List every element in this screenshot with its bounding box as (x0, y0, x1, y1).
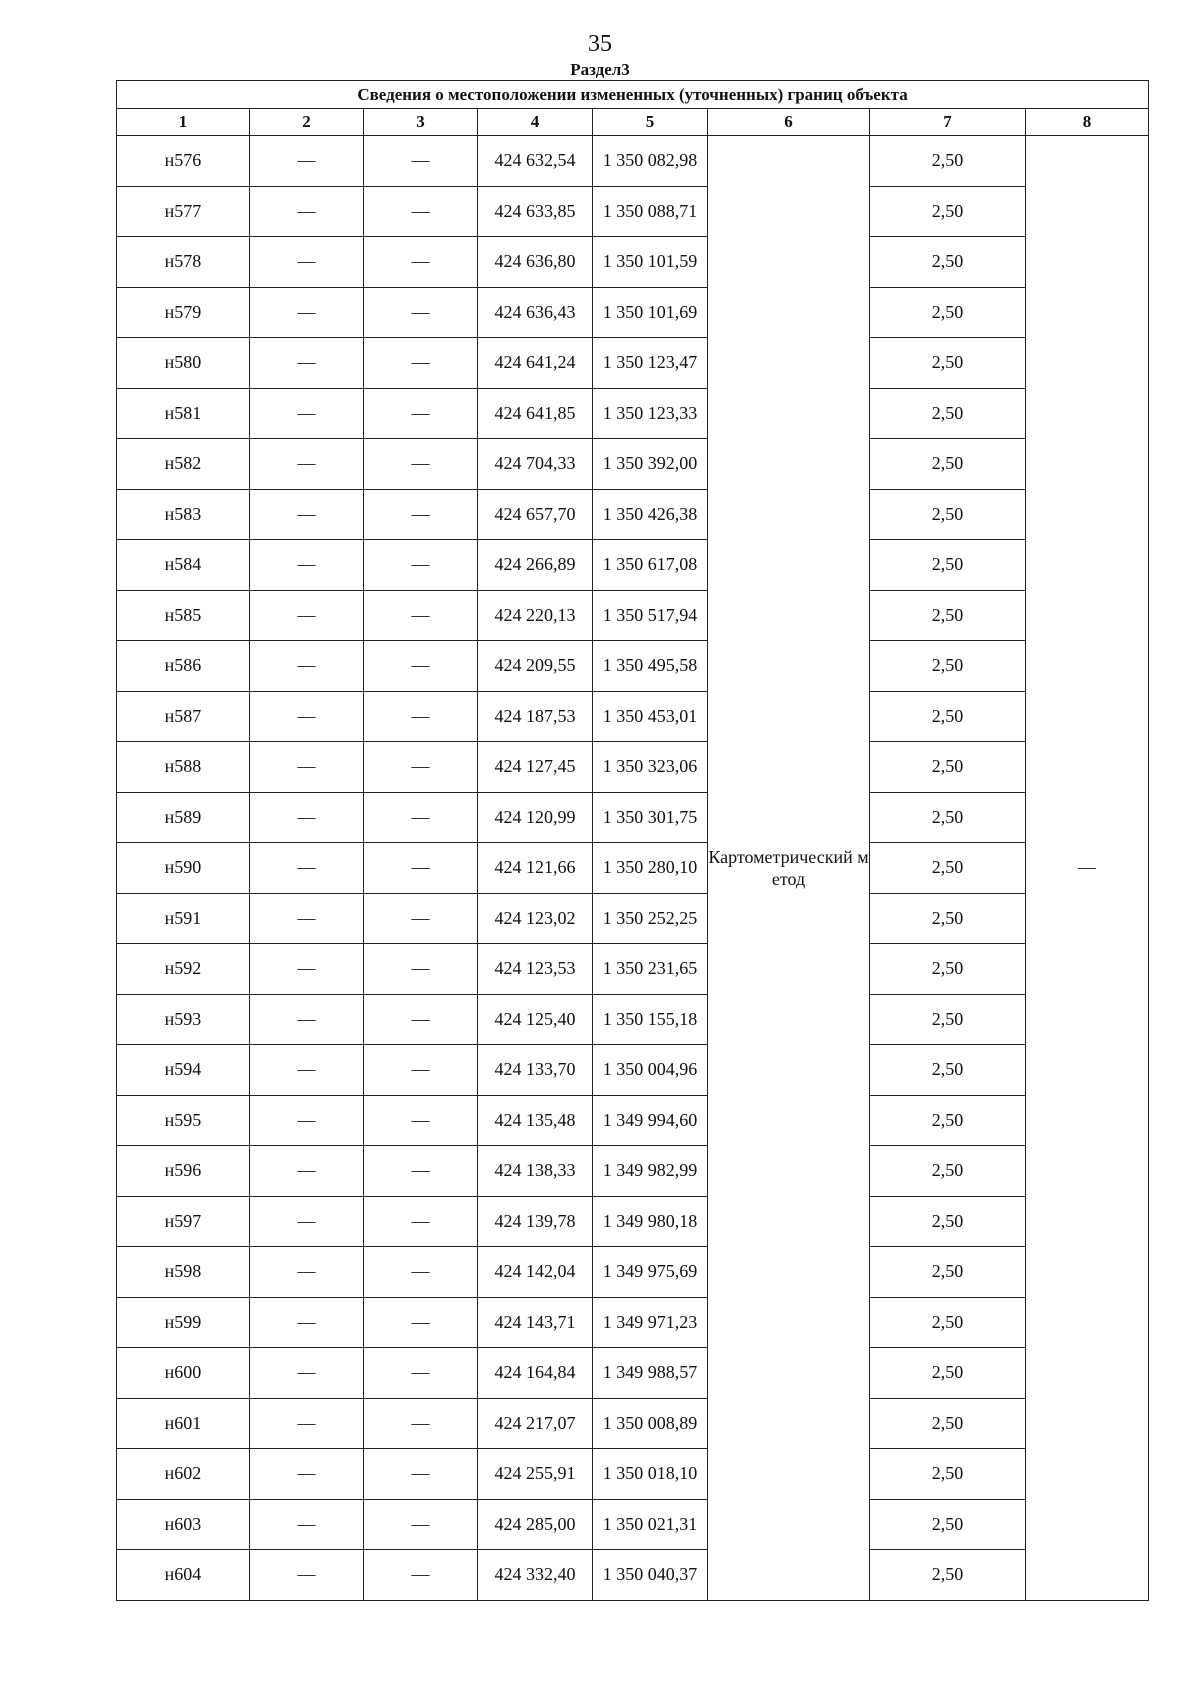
column2-cell: — (250, 287, 364, 338)
x-coordinate-cell: 424 641,24 (478, 338, 593, 389)
method-cell: Картометрический метод (708, 136, 870, 1601)
table-row (117, 388, 1149, 439)
x-coordinate-cell: 424 641,85 (478, 388, 593, 439)
x-coordinate-cell: 424 285,00 (478, 1499, 593, 1550)
column3-cell: — (364, 641, 478, 692)
accuracy-cell: 2,50 (870, 1297, 1026, 1348)
column2-cell: — (250, 590, 364, 641)
column-number: 7 (870, 109, 1026, 136)
y-coordinate-cell: 1 349 994,60 (593, 1095, 708, 1146)
column2-cell: — (250, 439, 364, 490)
y-coordinate-cell: 1 350 323,06 (593, 742, 708, 793)
accuracy-cell: 2,50 (870, 1045, 1026, 1096)
x-coordinate-cell: 424 120,99 (478, 792, 593, 843)
point-cell: н588 (117, 742, 250, 793)
y-coordinate-cell: 1 350 021,31 (593, 1499, 708, 1550)
section-title: Раздел3 (570, 60, 630, 79)
accuracy-cell: 2,50 (870, 1449, 1026, 1500)
point-cell: н586 (117, 641, 250, 692)
table-row (117, 1196, 1149, 1247)
column2-cell: — (250, 944, 364, 995)
table-row (117, 1146, 1149, 1197)
column3-cell: — (364, 287, 478, 338)
accuracy-cell: 2,50 (870, 338, 1026, 389)
point-cell: н578 (117, 237, 250, 288)
y-coordinate-cell: 1 350 617,08 (593, 540, 708, 591)
point-cell: н589 (117, 792, 250, 843)
column2-cell: — (250, 1095, 364, 1146)
point-cell: н604 (117, 1550, 250, 1601)
table-row (117, 742, 1149, 793)
x-coordinate-cell: 424 632,54 (478, 136, 593, 187)
coordinates-table (116, 80, 1149, 1601)
y-coordinate-cell: 1 350 231,65 (593, 944, 708, 995)
accuracy-cell: 2,50 (870, 237, 1026, 288)
column3-cell: — (364, 590, 478, 641)
y-coordinate-cell: 1 350 004,96 (593, 1045, 708, 1096)
y-coordinate-cell: 1 350 018,10 (593, 1449, 708, 1500)
accuracy-cell: 2,50 (870, 1398, 1026, 1449)
column3-cell: — (364, 994, 478, 1045)
x-coordinate-cell: 424 143,71 (478, 1297, 593, 1348)
column2-cell: — (250, 338, 364, 389)
column2-cell: — (250, 1247, 364, 1298)
y-coordinate-cell: 1 350 101,59 (593, 237, 708, 288)
point-cell: н579 (117, 287, 250, 338)
x-coordinate-cell: 424 139,78 (478, 1196, 593, 1247)
x-coordinate-cell: 424 123,53 (478, 944, 593, 995)
column3-cell: — (364, 1398, 478, 1449)
y-coordinate-cell: 1 349 971,23 (593, 1297, 708, 1348)
x-coordinate-cell: 424 636,43 (478, 287, 593, 338)
column3-cell: — (364, 388, 478, 439)
point-cell: н599 (117, 1297, 250, 1348)
table-row (117, 1247, 1149, 1298)
column3-cell: — (364, 1045, 478, 1096)
column-number: 2 (250, 109, 364, 136)
column3-cell: — (364, 338, 478, 389)
y-coordinate-cell: 1 350 280,10 (593, 843, 708, 894)
y-coordinate-cell: 1 350 155,18 (593, 994, 708, 1045)
column2-cell: — (250, 136, 364, 187)
accuracy-cell: 2,50 (870, 843, 1026, 894)
accuracy-cell: 2,50 (870, 641, 1026, 692)
column2-cell: — (250, 540, 364, 591)
y-coordinate-cell: 1 349 982,99 (593, 1146, 708, 1197)
y-coordinate-cell: 1 350 392,00 (593, 439, 708, 490)
table-row (117, 338, 1149, 389)
x-coordinate-cell: 424 164,84 (478, 1348, 593, 1399)
accuracy-cell: 2,50 (870, 590, 1026, 641)
table-row (117, 1449, 1149, 1500)
column3-cell: — (364, 186, 478, 237)
y-coordinate-cell: 1 350 101,69 (593, 287, 708, 338)
table-row (117, 691, 1149, 742)
column3-cell: — (364, 540, 478, 591)
point-cell: н600 (117, 1348, 250, 1399)
table-row (117, 287, 1149, 338)
y-coordinate-cell: 1 350 301,75 (593, 792, 708, 843)
x-coordinate-cell: 424 704,33 (478, 439, 593, 490)
accuracy-cell: 2,50 (870, 944, 1026, 995)
accuracy-cell: 2,50 (870, 439, 1026, 490)
point-cell: н595 (117, 1095, 250, 1146)
accuracy-cell: 2,50 (870, 489, 1026, 540)
column3-cell: — (364, 792, 478, 843)
x-coordinate-cell: 424 636,80 (478, 237, 593, 288)
x-coordinate-cell: 424 142,04 (478, 1247, 593, 1298)
point-cell: н593 (117, 994, 250, 1045)
accuracy-cell: 2,50 (870, 994, 1026, 1045)
y-coordinate-cell: 1 349 988,57 (593, 1348, 708, 1399)
point-cell: н587 (117, 691, 250, 742)
column3-cell: — (364, 237, 478, 288)
y-coordinate-cell: 1 350 040,37 (593, 1550, 708, 1601)
y-coordinate-cell: 1 350 495,58 (593, 641, 708, 692)
accuracy-cell: 2,50 (870, 1095, 1026, 1146)
table-row (117, 590, 1149, 641)
table-row (117, 1398, 1149, 1449)
column3-cell: — (364, 1247, 478, 1298)
point-cell: н601 (117, 1398, 250, 1449)
x-coordinate-cell: 424 138,33 (478, 1146, 593, 1197)
column3-cell: — (364, 843, 478, 894)
accuracy-cell: 2,50 (870, 186, 1026, 237)
column2-cell: — (250, 1297, 364, 1348)
y-coordinate-cell: 1 350 426,38 (593, 489, 708, 540)
table-row (117, 1550, 1149, 1601)
accuracy-cell: 2,50 (870, 893, 1026, 944)
accuracy-cell: 2,50 (870, 1499, 1026, 1550)
accuracy-cell: 2,50 (870, 1146, 1026, 1197)
column-number: 5 (593, 109, 708, 136)
x-coordinate-cell: 424 133,70 (478, 1045, 593, 1096)
table-row (117, 1095, 1149, 1146)
accuracy-cell: 2,50 (870, 1550, 1026, 1601)
column2-cell: — (250, 1499, 364, 1550)
point-cell: н603 (117, 1499, 250, 1550)
column3-cell: — (364, 439, 478, 490)
accuracy-cell: 2,50 (870, 1247, 1026, 1298)
y-coordinate-cell: 1 350 082,98 (593, 136, 708, 187)
point-cell: н597 (117, 1196, 250, 1247)
table-row (117, 641, 1149, 692)
column2-cell: — (250, 388, 364, 439)
x-coordinate-cell: 424 633,85 (478, 186, 593, 237)
y-coordinate-cell: 1 350 008,89 (593, 1398, 708, 1449)
column3-cell: — (364, 1499, 478, 1550)
table-row (117, 994, 1149, 1045)
column2-cell: — (250, 792, 364, 843)
point-cell: н582 (117, 439, 250, 490)
column3-cell: — (364, 893, 478, 944)
accuracy-cell: 2,50 (870, 287, 1026, 338)
x-coordinate-cell: 424 657,70 (478, 489, 593, 540)
column-number: 4 (478, 109, 593, 136)
accuracy-cell: 2,50 (870, 691, 1026, 742)
x-coordinate-cell: 424 187,53 (478, 691, 593, 742)
y-coordinate-cell: 1 350 088,71 (593, 186, 708, 237)
table-row (117, 843, 1149, 894)
column3-cell: — (364, 1196, 478, 1247)
point-cell: н584 (117, 540, 250, 591)
table-row (117, 893, 1149, 944)
point-cell: н596 (117, 1146, 250, 1197)
table-row (117, 489, 1149, 540)
table-row (117, 792, 1149, 843)
accuracy-cell: 2,50 (870, 540, 1026, 591)
y-coordinate-cell: 1 349 980,18 (593, 1196, 708, 1247)
table-row (117, 540, 1149, 591)
x-coordinate-cell: 424 209,55 (478, 641, 593, 692)
column3-cell: — (364, 742, 478, 793)
column-number: 3 (364, 109, 478, 136)
point-cell: н594 (117, 1045, 250, 1096)
column-number-row (117, 109, 1149, 136)
column2-cell: — (250, 1146, 364, 1197)
column3-cell: — (364, 944, 478, 995)
accuracy-cell: 2,50 (870, 792, 1026, 843)
x-coordinate-cell: 424 266,89 (478, 540, 593, 591)
column-number: 1 (117, 109, 250, 136)
column2-cell: — (250, 843, 364, 894)
y-coordinate-cell: 1 350 123,33 (593, 388, 708, 439)
table-row (117, 237, 1149, 288)
column3-cell: — (364, 691, 478, 742)
point-cell: н580 (117, 338, 250, 389)
column2-cell: — (250, 1348, 364, 1399)
column2-cell: — (250, 237, 364, 288)
column3-cell: — (364, 1095, 478, 1146)
table-row (117, 136, 1149, 187)
point-cell: н592 (117, 944, 250, 995)
column3-cell: — (364, 1449, 478, 1500)
x-coordinate-cell: 424 121,66 (478, 843, 593, 894)
point-cell: н590 (117, 843, 250, 894)
table-row (117, 1045, 1149, 1096)
table-row (117, 1499, 1149, 1550)
note-cell: — (1026, 136, 1149, 1601)
point-cell: н581 (117, 388, 250, 439)
accuracy-cell: 2,50 (870, 388, 1026, 439)
x-coordinate-cell: 424 135,48 (478, 1095, 593, 1146)
column2-cell: — (250, 1449, 364, 1500)
column3-cell: — (364, 1297, 478, 1348)
column2-cell: — (250, 186, 364, 237)
column3-cell: — (364, 489, 478, 540)
x-coordinate-cell: 424 255,91 (478, 1449, 593, 1500)
column2-cell: — (250, 1550, 364, 1601)
point-cell: н591 (117, 893, 250, 944)
column3-cell: — (364, 1146, 478, 1197)
accuracy-cell: 2,50 (870, 1196, 1026, 1247)
accuracy-cell: 2,50 (870, 136, 1026, 187)
y-coordinate-cell: 1 350 252,25 (593, 893, 708, 944)
page-number: 35 (588, 31, 612, 57)
column2-cell: — (250, 742, 364, 793)
table-row (117, 186, 1149, 237)
column2-cell: — (250, 1045, 364, 1096)
x-coordinate-cell: 424 332,40 (478, 1550, 593, 1601)
column3-cell: — (364, 136, 478, 187)
x-coordinate-cell: 424 123,02 (478, 893, 593, 944)
table-row (117, 944, 1149, 995)
y-coordinate-cell: 1 350 517,94 (593, 590, 708, 641)
column3-cell: — (364, 1550, 478, 1601)
table-caption: Сведения о местоположении измененных (уточненных) границ объекта (117, 81, 1149, 109)
column2-cell: — (250, 994, 364, 1045)
table-row (117, 439, 1149, 490)
point-cell: н585 (117, 590, 250, 641)
accuracy-cell: 2,50 (870, 742, 1026, 793)
point-cell: н602 (117, 1449, 250, 1500)
column-number: 6 (708, 109, 870, 136)
point-cell: н576 (117, 136, 250, 187)
column2-cell: — (250, 1398, 364, 1449)
column2-cell: — (250, 489, 364, 540)
point-cell: н577 (117, 186, 250, 237)
y-coordinate-cell: 1 350 453,01 (593, 691, 708, 742)
column3-cell: — (364, 1348, 478, 1399)
table-row (117, 1297, 1149, 1348)
x-coordinate-cell: 424 217,07 (478, 1398, 593, 1449)
point-cell: н598 (117, 1247, 250, 1298)
column2-cell: — (250, 893, 364, 944)
point-cell: н583 (117, 489, 250, 540)
table-row (117, 1348, 1149, 1399)
column2-cell: — (250, 1196, 364, 1247)
y-coordinate-cell: 1 349 975,69 (593, 1247, 708, 1298)
x-coordinate-cell: 424 127,45 (478, 742, 593, 793)
column2-cell: — (250, 641, 364, 692)
x-coordinate-cell: 424 220,13 (478, 590, 593, 641)
y-coordinate-cell: 1 350 123,47 (593, 338, 708, 389)
column-number: 8 (1026, 109, 1149, 136)
accuracy-cell: 2,50 (870, 1348, 1026, 1399)
table-body (117, 136, 1149, 1601)
x-coordinate-cell: 424 125,40 (478, 994, 593, 1045)
column2-cell: — (250, 691, 364, 742)
